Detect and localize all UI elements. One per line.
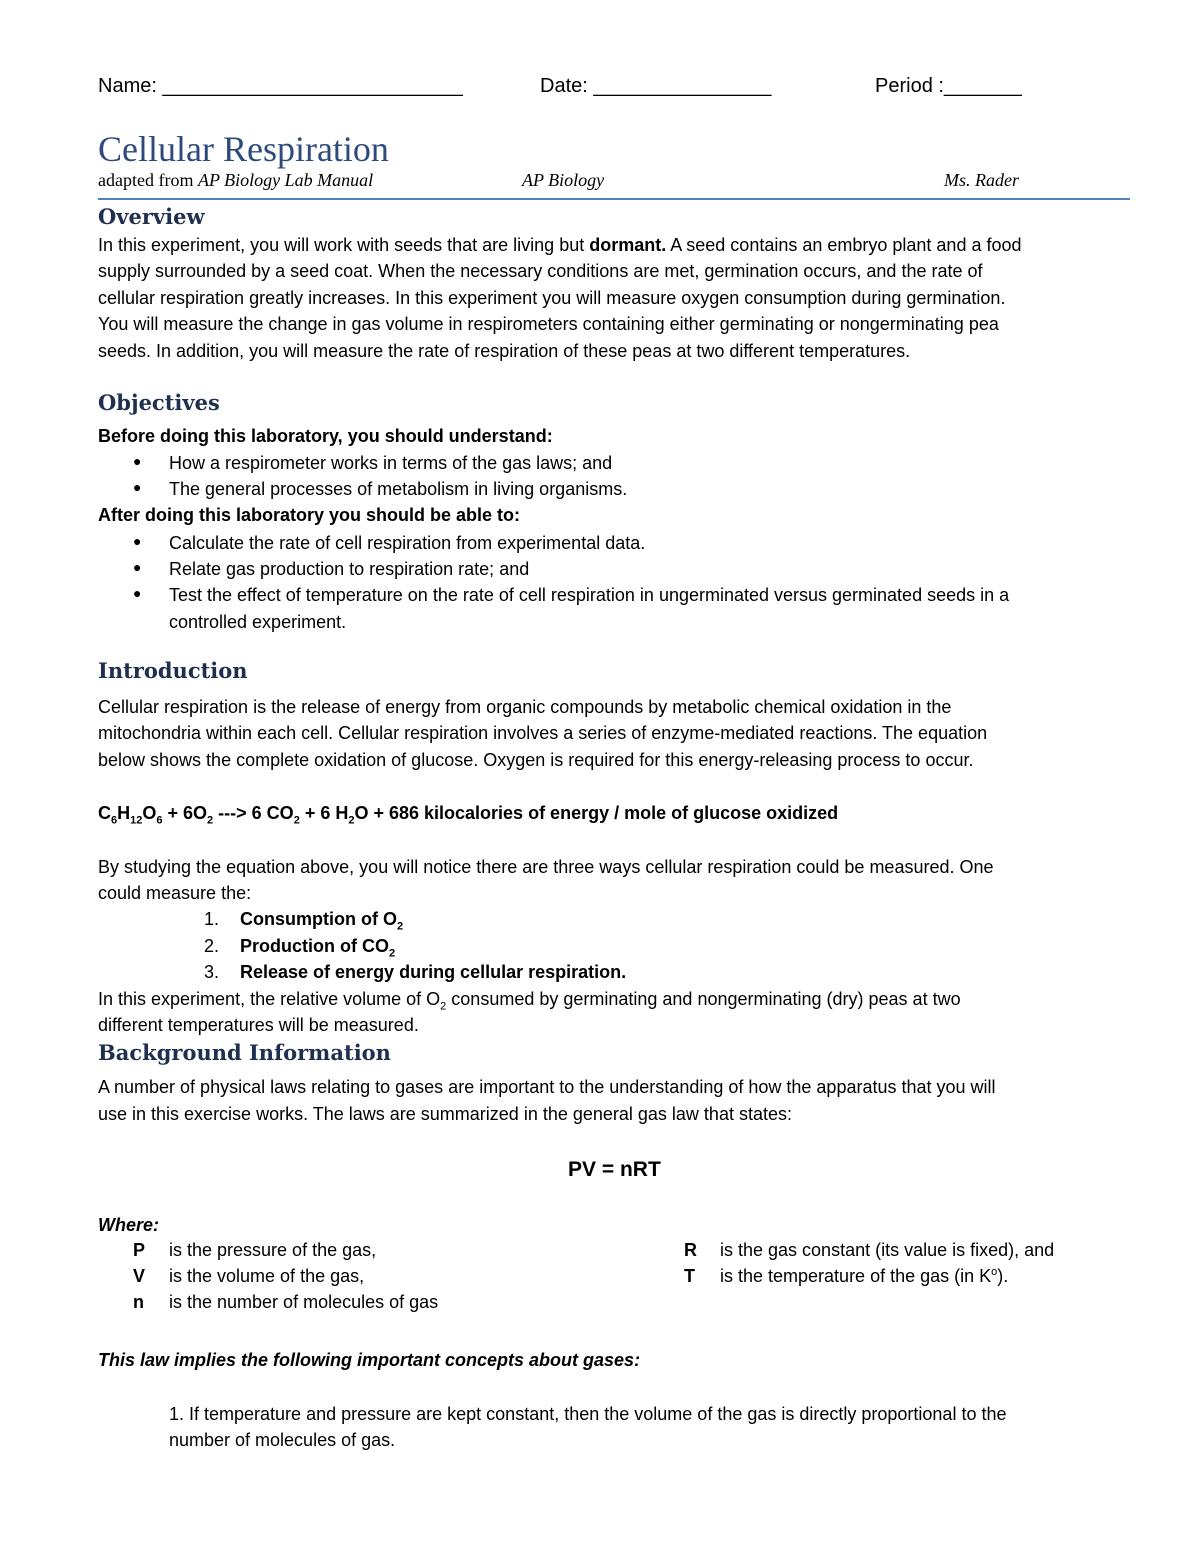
date-field-label: Date: ________________ bbox=[540, 75, 772, 97]
bullet: ● bbox=[133, 453, 142, 469]
intro-closing-line: different temperatures will be measured. bbox=[98, 1015, 419, 1035]
implies-label: This law implies the following important concepts about gases: bbox=[98, 1350, 641, 1370]
respiration-equation: $C_6H_{12}O_6 + 6O_2$ ---> 6 $CO_2 + 6$ $H_2O + 686$ kilocalories of energy / mole of glucose oxidized bbox=[98, 803, 839, 827]
concept-line: number of molecules of gas. bbox=[169, 1430, 396, 1450]
variable-row: T is the temperature of the gas (in $K^o$). bbox=[684, 1266, 1009, 1286]
document-title: Cellular Respiration bbox=[98, 129, 389, 169]
objective-item: Test the effect of temperature on the rate of cell respiration in ungerminated versus germinated seeds in a bbox=[169, 585, 1010, 605]
subtitle-course: AP Biology bbox=[522, 170, 605, 190]
subtitle-source bbox=[98, 170, 373, 191]
title-rule bbox=[98, 198, 1130, 200]
objective-item: How a respirometer works in terms of the gas laws; and bbox=[169, 453, 613, 473]
overview-line: supply surrounded by a seed coat. When the necessary conditions are met, germination occurs, and the rate of bbox=[98, 261, 983, 281]
objective-item: Relate gas production to respiration rate; and bbox=[169, 559, 530, 579]
way-number: 3. bbox=[204, 962, 220, 982]
intro-line: Cellular respiration is the release of energy from organic compounds by metabolic chemical oxidation in the bbox=[98, 697, 952, 717]
intro-line: below shows the complete oxidation of glucose. Oxygen is required for this energy-releasing process to occur. bbox=[98, 750, 974, 770]
objectives-heading: Objectives bbox=[98, 390, 220, 415]
way-number: 2. bbox=[204, 936, 220, 956]
way-item: Production of $CO_2$ bbox=[240, 936, 396, 960]
way-item: Release of energy during cellular respiration. bbox=[240, 962, 627, 982]
measure-line: By studying the equation above, you will notice there are three ways cellular respiration could be measured. One bbox=[98, 857, 994, 877]
intro-line: mitochondria within each cell. Cellular respiration involves a series of enzyme-mediated reactions. The equation bbox=[98, 723, 988, 743]
overview-line: You will measure the change in gas volume in respirometers containing either germinating or nongerminating pea bbox=[98, 314, 999, 334]
bullet: ● bbox=[133, 533, 142, 549]
gas-law-formula: PV = nRT bbox=[568, 1158, 661, 1181]
subtitle-lab-manual: AP Biology Lab Manual bbox=[197, 170, 374, 190]
introduction-heading: Introduction bbox=[98, 658, 248, 683]
variable-row: R is the gas constant (its value is fixed), and bbox=[684, 1240, 1055, 1260]
background-line: use in this exercise works. The laws are summarized in the general gas law that states: bbox=[98, 1104, 792, 1124]
objective-item: The general processes of metabolism in living organisms. bbox=[169, 479, 628, 499]
overview-line: seeds. In addition, you will measure the rate of respiration of these peas at two different temperatures. bbox=[98, 341, 911, 361]
intro-closing-line: In this experiment, the relative volume of $O_2$ consumed by germinating and nongerminating (dry) peas at two bbox=[98, 989, 961, 1013]
after-label: After doing this laboratory you should be able to: bbox=[98, 505, 521, 525]
bullet: ● bbox=[133, 559, 142, 575]
variable-row: n is the number of molecules of gas bbox=[133, 1292, 439, 1312]
bullet: ● bbox=[133, 585, 142, 601]
variable-row: V is the volume of the gas, bbox=[133, 1266, 365, 1286]
measure-line: could measure the: bbox=[98, 883, 252, 903]
name-field-label: Name: ___________________________ bbox=[98, 75, 463, 97]
way-item: Consumption of $O_2$ bbox=[240, 909, 404, 933]
bullet: ● bbox=[133, 479, 142, 495]
subtitle-teacher: Ms. Rader bbox=[944, 170, 1019, 190]
way-number: 1. bbox=[204, 909, 220, 929]
concept-line: 1. If temperature and pressure are kept constant, then the volume of the gas is directly proportional to the bbox=[169, 1404, 1007, 1424]
overview-line: In this experiment, you will work with seeds that are living but dormant. A seed contains an embryo plant and a food bbox=[98, 235, 1022, 255]
objective-item-continued: controlled experiment. bbox=[169, 612, 347, 632]
objective-item: Calculate the rate of cell respiration from experimental data. bbox=[169, 533, 646, 553]
where-label: Where: bbox=[98, 1215, 160, 1235]
subtitle-prefix: adapted from bbox=[98, 170, 194, 190]
before-label: Before doing this laboratory, you should understand: bbox=[98, 426, 553, 446]
variable-row: P is the pressure of the gas, bbox=[133, 1240, 377, 1260]
background-heading: Background Information bbox=[98, 1040, 391, 1065]
background-line: A number of physical laws relating to gases are important to the understanding of how the apparatus that you will bbox=[98, 1077, 996, 1097]
overview-heading: Overview bbox=[98, 204, 205, 229]
period-field-label: Period :_______ bbox=[875, 75, 1022, 97]
overview-line: cellular respiration greatly increases. In this experiment you will measure oxygen consumption during germination. bbox=[98, 288, 1006, 308]
